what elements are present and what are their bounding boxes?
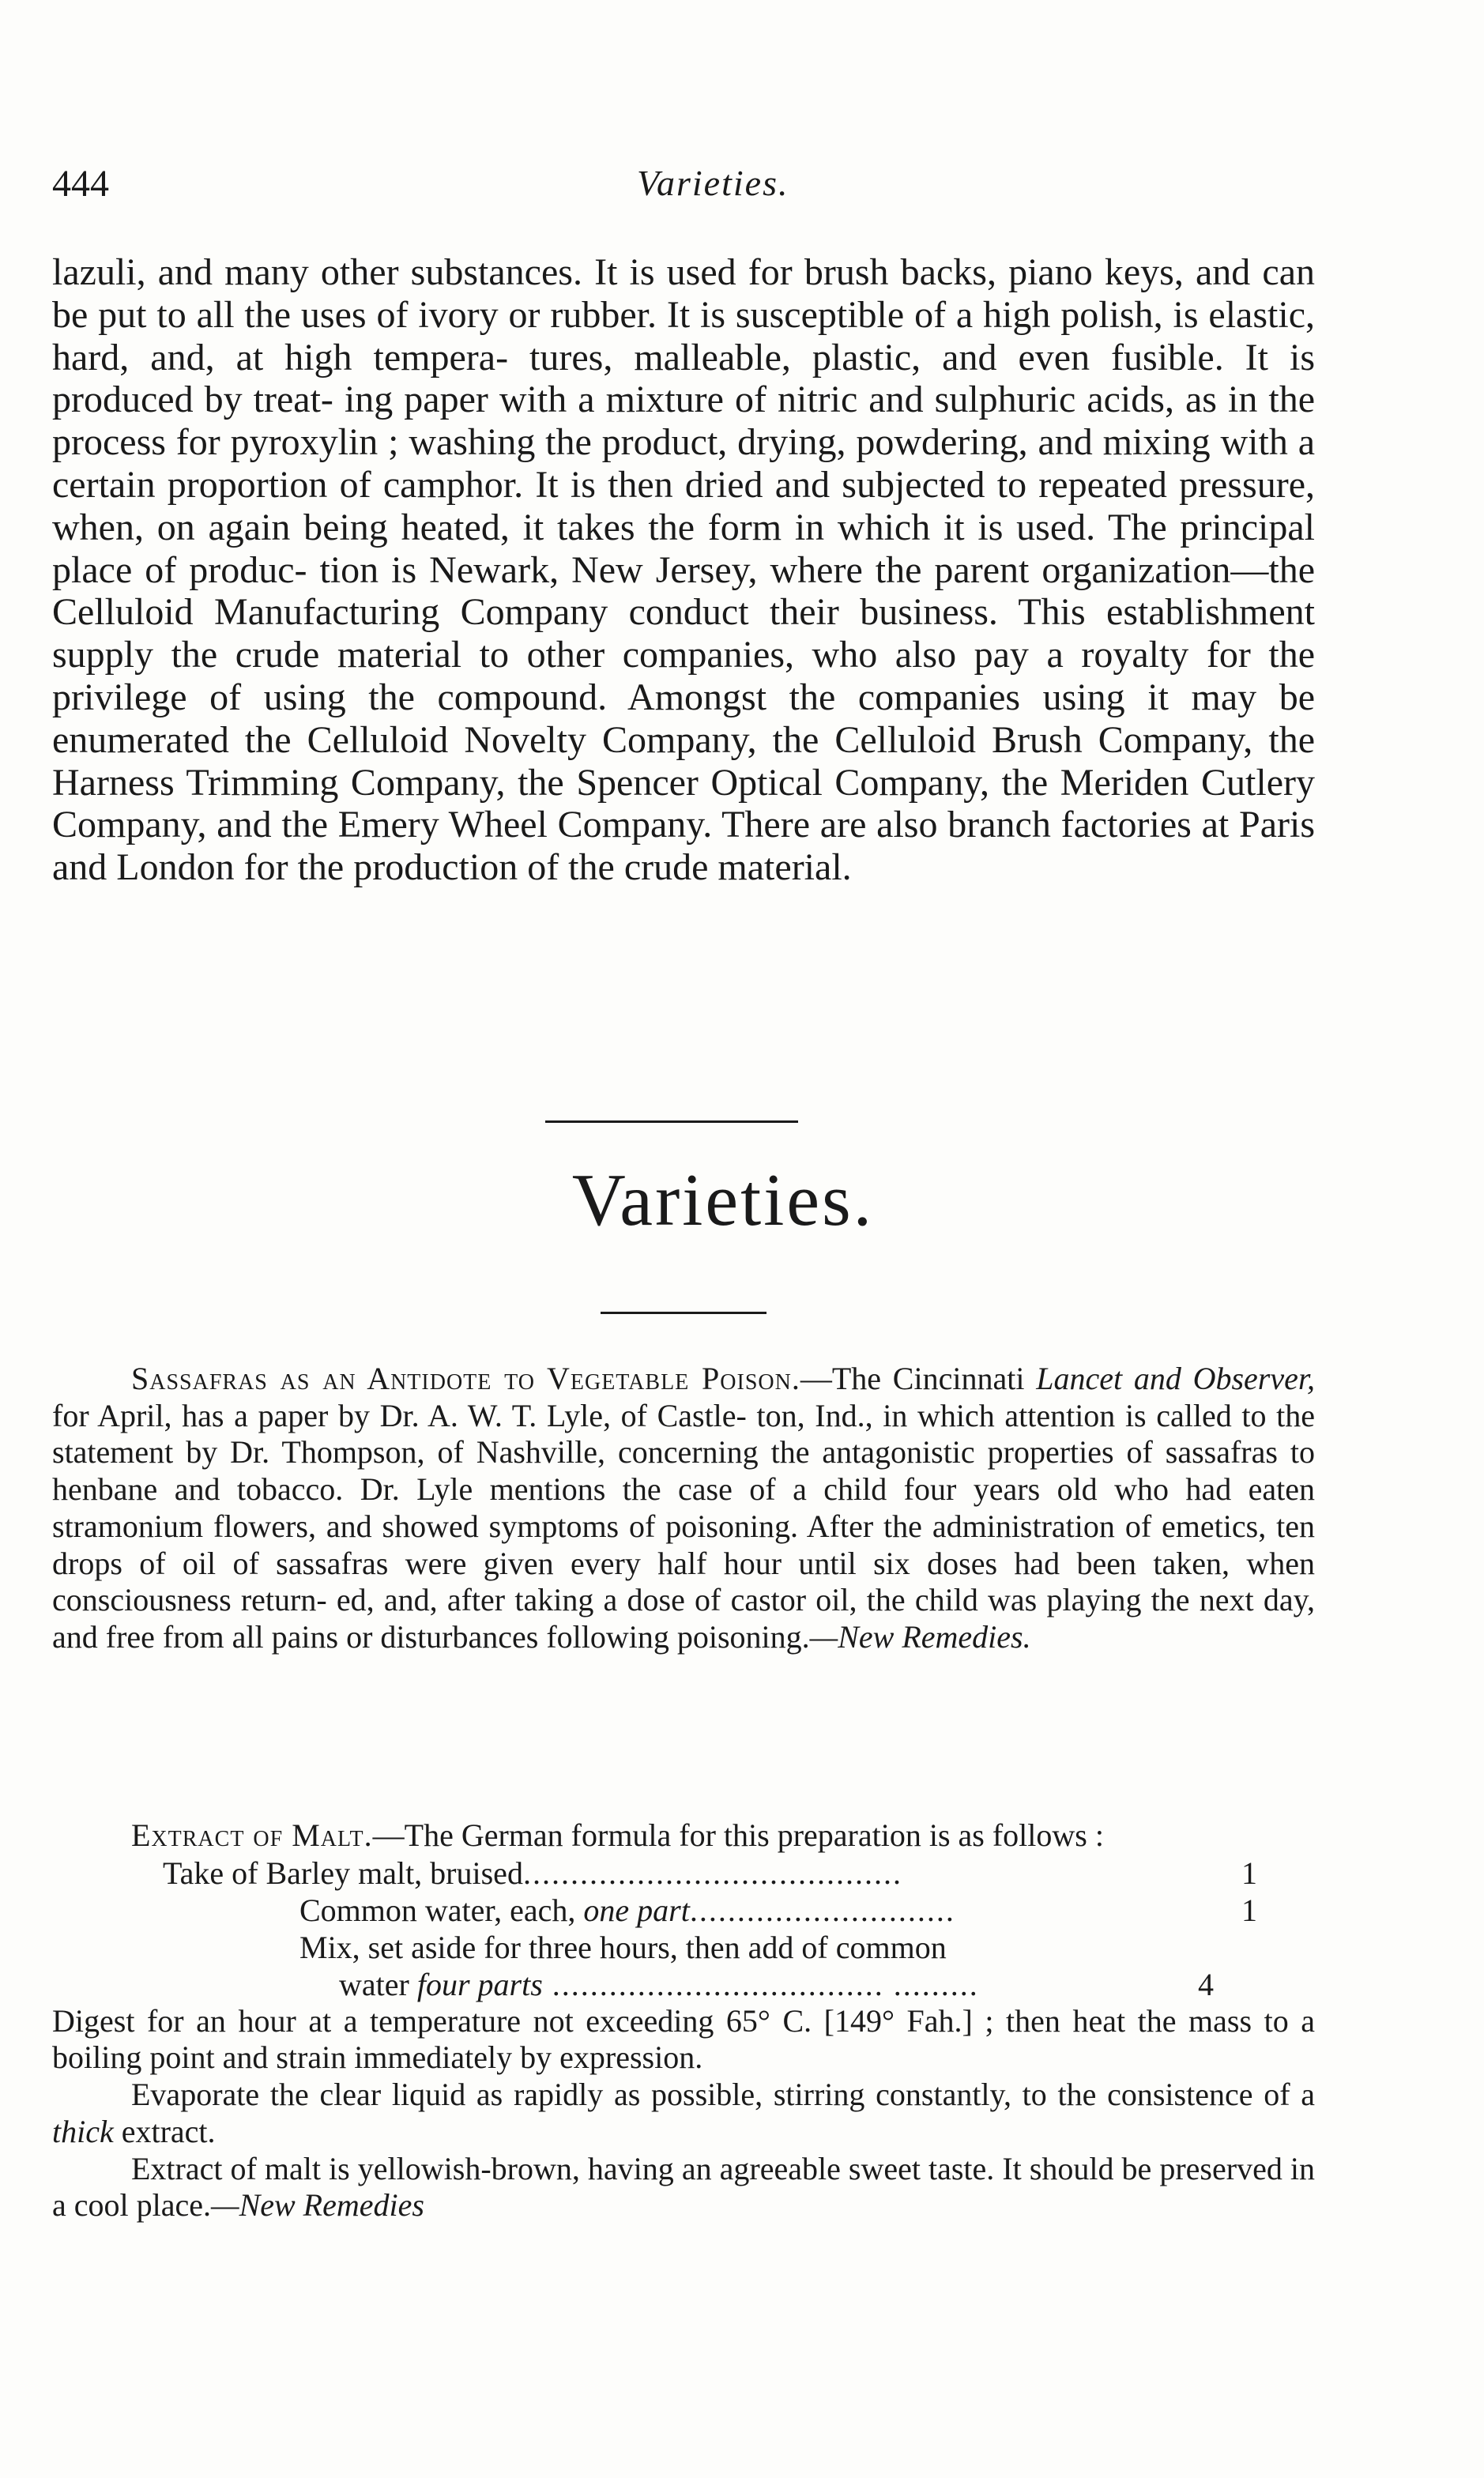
formula-line-more-water-amount: four parts <box>416 1966 543 2002</box>
formula-line-mix-label: Mix, set aside for three hours, then add of common <box>299 1929 947 1965</box>
formula-line-water-dots: ............................ <box>689 1892 955 1928</box>
formula-line-barley-dots: ........................................ <box>522 1855 902 1891</box>
continued-text: lazuli, and many other substances. It is used for brush backs, piano keys, and can be put to all the uses of ivory or rubber. It is susceptible of a high polish, is elastic, hard, and, at high tempera- tures, malleable, plastic, and even fusible. It is produced by treat- ing paper with a mixture of nitric and sulphuric acids, as in the process for pyroxylin ; washing the product, drying, powdering, and mixing with a certain proportion of camphor. It is then dried and subjected to repeated pressure, when, on again being heated, it takes the form in which it is used. The principal place of produc- tion is Newark, New Jersey, where the parent organization—the Celluloid Manufacturing Company conduct their business. This establishment supply the crude material to other companies, who also pay a royalty for the privilege of using the compound. Amongst the companies using it may be enumerated the Celluloid Novelty Company, the Celluloid Brush Company, the Harness Trimming Company, the Spencer Optical Company, the Meriden Cutlery Company, and the Emery Wheel Company. There are also branch factories at Paris and London for the production of the crude material. <box>52 251 1315 889</box>
formula-line-more-water-dots: ................................... ......... <box>542 1966 979 2002</box>
article-malt-intro-text: —The German formula for this preparation is as follows : <box>372 1817 1104 1853</box>
section-title: Varieties. <box>571 1159 875 1241</box>
article-sassafras-source: —New Remedies. <box>809 1618 1031 1655</box>
formula-line-water-label: Common water, each, <box>299 1892 584 1928</box>
article-malt <box>52 1817 1315 2224</box>
formula-line-more-water-label: water <box>339 1966 417 2002</box>
article-malt-intro <box>52 1817 1315 1855</box>
article-malt-source: —New Remedies <box>211 2187 424 2224</box>
article-sassafras <box>52 1361 1315 1656</box>
formula-line-barley-label: Take of Barley malt, bruised <box>163 1855 523 1891</box>
article-malt-heading: Extract of Malt. <box>131 1817 373 1853</box>
formula-line-mix <box>52 1929 1315 1966</box>
section-divider-top <box>545 1120 798 1123</box>
article-malt-para-description-text: Extract of malt is yellowish-brown, having an agreeable sweet taste. It should be preserved in a cool place. <box>52 2150 1315 2224</box>
formula-line-water-qty: 1 <box>1241 1892 1257 1928</box>
running-head <box>52 162 1316 209</box>
article-malt-para-evaporate-b: extract. <box>113 2113 216 2149</box>
article-sassafras-text-a: —The Cincinnati <box>800 1361 1037 1396</box>
formula-line-water-amount: one part <box>583 1892 690 1928</box>
article-sassafras-text-b: for April, has a paper by Dr. A. W. T. Lyle, of Castle- ton, Ind., in which attention is called to the statement by Dr. Thompson, of Nashville, concerning the antagonistic properties of sassafras to henbane and tobacco. Dr. Lyle mentions the case of a child four years old who had eaten stramonium flowers, and showed symptoms of poisoning. After the administration of emetics, ten drops of oil of sassafras were given every half hour until six doses had been taken, when consciousness return- ed, and, after taking a dose of castor oil, the child was playing the next day, and free from all pains or disturbances following poisoning. <box>52 1397 1315 1655</box>
article-malt-para-evaporate-italic: thick <box>52 2113 114 2149</box>
formula-line-barley <box>52 1855 1315 1892</box>
page-number: 444 <box>52 163 109 205</box>
section-divider-bottom <box>601 1312 766 1314</box>
formula-line-water <box>52 1892 1315 1929</box>
article-malt-para-description <box>52 2151 1315 2224</box>
continued-paragraph <box>52 251 1315 889</box>
formula-line-more-water <box>52 1966 1315 2003</box>
article-malt-para-digest: Digest for an hour at a temperature not exceeding 65° C. [149° Fah.] ; then heat the mass to a boiling point and strain immediately by expression. <box>52 2002 1315 2076</box>
article-sassafras-journal: Lancet and Observer, <box>1036 1361 1316 1396</box>
article-sassafras-heading: Sassafras as an Antidote to Vegetable Poison. <box>131 1361 800 1396</box>
article-malt-para-evaporate-a: Evaporate the clear liquid as rapidly as possible, stirring constantly, to the consistence of a <box>131 2077 1315 2113</box>
article-sassafras-paragraph <box>52 1361 1315 1656</box>
formula-line-barley-qty: 1 <box>1241 1855 1257 1891</box>
article-malt-para-evaporate <box>52 2077 1315 2150</box>
formula-line-more-water-qty: 4 <box>1198 1966 1214 2002</box>
running-title: Varieties. <box>637 163 789 203</box>
